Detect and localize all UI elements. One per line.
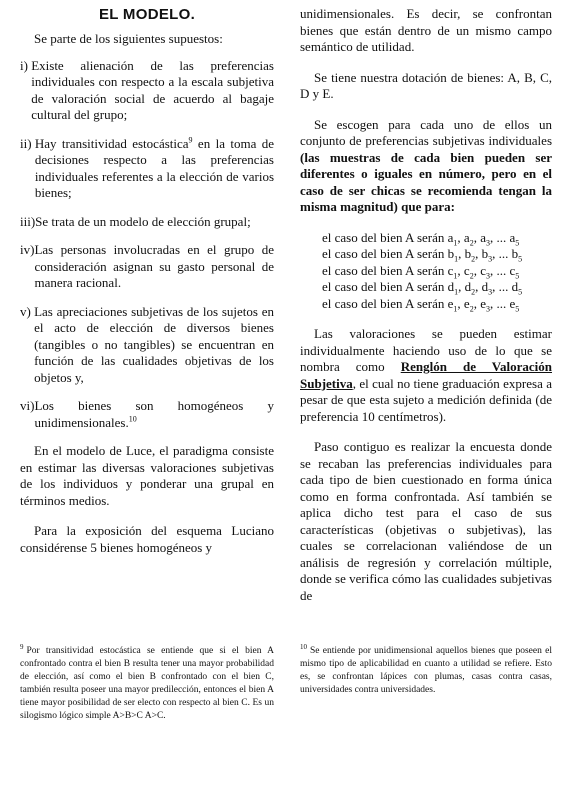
footnote-mark: 9 (20, 642, 24, 651)
preference-subscript: 2 (471, 287, 476, 297)
preference-line-prefix: el caso del bien A serán (322, 262, 448, 278)
valoraciones-paragraph (300, 326, 552, 425)
preference-subscript: 2 (471, 254, 476, 264)
preference-subscript: 1 (453, 271, 458, 281)
preference-subscript: 3 (488, 287, 493, 297)
item-text-part: Hay transitividad estocástica (34, 135, 189, 151)
item-number: v) (20, 303, 35, 319)
preference-symbol: d (464, 279, 472, 294)
preference-line: el caso del bien A serán $e_1$, $e_2$, $e_3$, ... $e_5$ (322, 295, 520, 314)
assumption-item (20, 214, 274, 231)
item-number: ii) (20, 135, 35, 151)
right-column (300, 6, 552, 604)
preference-symbol: a (509, 229, 516, 245)
preference-symbol: a (463, 229, 470, 245)
preference-symbol: e (509, 295, 516, 311)
item-text: Las apreciaciones subjetivas de los sujetos en el acto de elección de diversos bienes (tangibles o no tangibles) se encuentran en función de las cualidades objetivas de los objetos y, (34, 303, 274, 385)
footnote-9 (20, 642, 274, 723)
intro-paragraph: Se parte de los siguientes supuestos: (34, 31, 223, 46)
valoraciones-part: Las valoraciones se pueden estimar individualmente haciendo uso de lo que se nombra como (300, 326, 552, 374)
item-text: Existe alienación de las preferencias individuales con respecto a la escala subjetiva de valoración social de acuerdo al bagaje cultural del grupo; (31, 57, 274, 122)
preference-subscript: 3 (488, 254, 493, 264)
luce-paragraph: En el modelo de Luce, el paradigma consiste en estimar las diversas valoraciones subjetivas de los individuos y ponderar una grupal en términos medios. (20, 443, 274, 508)
preference-symbol: b (447, 246, 455, 261)
preference-line-prefix: el caso del bien A serán (322, 279, 448, 294)
item-number: i) (20, 57, 32, 73)
preference-symbol: c (463, 262, 470, 278)
preference-line: el caso del bien A serán $b_1$, $b_2$, $b_3$, ... $b_5$ (322, 246, 523, 264)
preference-subscript: 2 (469, 238, 474, 248)
preference-subscript: 5 (518, 287, 523, 297)
preference-subscript: 5 (515, 271, 520, 281)
item-text: Las personas involucradas en el grupo de consideración asignan su gasto personal de manera racional. (34, 242, 274, 290)
preference-subscript: 1 (454, 254, 459, 264)
valoraciones-part: , el cual no tiene graduación expresa a pesar de que esta sujeto a medición definida (de preferencia 10 centímetros). (300, 375, 552, 424)
assumption-item (20, 398, 274, 431)
left-column (20, 6, 274, 556)
preference-subscript: 1 (453, 304, 458, 314)
preference-symbol: e (480, 295, 486, 311)
assumption-item (20, 58, 274, 124)
item-text (34, 398, 274, 431)
footnote-ref: 9 (188, 135, 193, 145)
preference-symbol: a (447, 229, 454, 245)
preference-symbol: e (447, 295, 454, 311)
preference-symbol: b (481, 246, 489, 261)
preference-subscript: 1 (454, 287, 459, 297)
preference-subscript: 1 (453, 238, 458, 248)
continuation-paragraph: unidimensionales. Es decir, se confrontan bienes que están dentro de un mismo campo semántico de utilidad. (300, 6, 552, 54)
item-text-part: en la toma de decisiones respecto a las preferencias individuales referentes a la elección de varios bienes; (34, 135, 275, 200)
preference-list (300, 230, 552, 313)
item-number: vi) (20, 398, 35, 413)
item-text (35, 136, 274, 202)
assumption-item (20, 136, 274, 202)
preference-subscript: 5 (515, 304, 520, 314)
paso-paragraph: Paso contiguo es realizar la encuesta donde se recaban las preferencias individuales para cada tipo de bien cuestionado en forma única como en forma confrontada. Así también se aplica dicho test para el caso de sus características (objetivas o subjetivas), las cuales se correlacionan valiéndose de un análisis de regresión y correlación múltiple, donde se verifica cómo las cualidades subjetivas de (300, 439, 552, 603)
footnote-10 (300, 642, 552, 697)
preference-subscript: 5 (515, 238, 520, 248)
item-number: iii) (20, 213, 36, 229)
assumption-item (20, 304, 274, 387)
footnote-mark: 10 (300, 642, 307, 651)
preference-line: el caso del bien A serán $d_1$, $d_2$, $d_3$, ... $d_5$ (322, 279, 523, 297)
item-number: iv) (20, 242, 35, 257)
preference-symbol: c (480, 262, 486, 278)
preference-subscript: 3 (485, 271, 490, 281)
preference-symbol: d (447, 279, 455, 294)
preference-line-prefix: el caso del bien A serán (322, 229, 448, 245)
escogen-paragraph (300, 117, 552, 216)
preference-symbol: d (511, 279, 519, 294)
dotacion-paragraph: Se tiene nuestra dotación de bienes: A, B, C, D y E. (300, 69, 552, 101)
assumption-item (20, 242, 274, 292)
preference-line: el caso del bien A serán $a_1$, $a_2$, $a_3$, ... $a_5$ (322, 229, 520, 248)
item-text: Se trata de un modelo de elección grupal; (35, 213, 251, 229)
preference-symbol: e (463, 295, 470, 311)
item-text-part: Los bienes son homogéneos y unidimensionales. (34, 398, 274, 430)
preference-subscript: 5 (518, 254, 523, 264)
preference-symbol: c (447, 262, 454, 278)
preference-symbol: d (481, 279, 489, 294)
preference-symbol: c (509, 262, 516, 278)
preference-line: el caso del bien A serán $c_1$, $c_2$, $c_3$, ... $c_5$ (322, 262, 520, 281)
preference-subscript: 3 (485, 304, 490, 314)
footnote-text: Se entiende por unidimensional aquellos bienes que poseen el mismo tipo de aplicabilidad en cuanto a utilidad se refiere. Esto es, se confrontan lápices con plumas, casas contra casas, universidades contra universidades. (300, 646, 552, 695)
section-title: EL MODELO. (98, 6, 196, 23)
luciano-paragraph: Para la exposición del esquema Luciano considérense 5 bienes homogéneos y (20, 523, 274, 555)
preference-subscript: 3 (485, 238, 490, 248)
preference-symbol: b (464, 246, 472, 261)
escogen-part: Se escogen para cada uno de ellos un conjunto de preferencias subjetivas individuales (300, 116, 552, 148)
preference-symbol: a (480, 229, 486, 245)
preference-line-prefix: el caso del bien A serán (322, 295, 448, 311)
valoracion-term: Renglón de Valoración Subjetiva (300, 359, 552, 391)
preference-subscript: 2 (469, 271, 474, 281)
footnote-ref: 10 (128, 414, 137, 424)
preference-symbol: b (511, 246, 519, 261)
footnote-text: Por transitividad estocástica se entiende que si el bien A confrontado contra el bien B resulta tener una mayor probabilidad de elección, así como el bien B confrontado con el bien C, también resulta poseer una mayor predilección, entonces el bien A tiene mayor posibilidad de ser electo con respecto al bien C. Es un silogismo lógico simple A>B>C A>C. (20, 646, 274, 721)
preference-line-prefix: el caso del bien A serán (322, 246, 448, 261)
escogen-part-bold: (las muestras de cada bien pueden ser diferentes o iguales en número, pero en el caso de ser chicas se recomienda tengan la misma magnitud) que para: (300, 149, 552, 214)
preference-subscript: 2 (469, 304, 474, 314)
